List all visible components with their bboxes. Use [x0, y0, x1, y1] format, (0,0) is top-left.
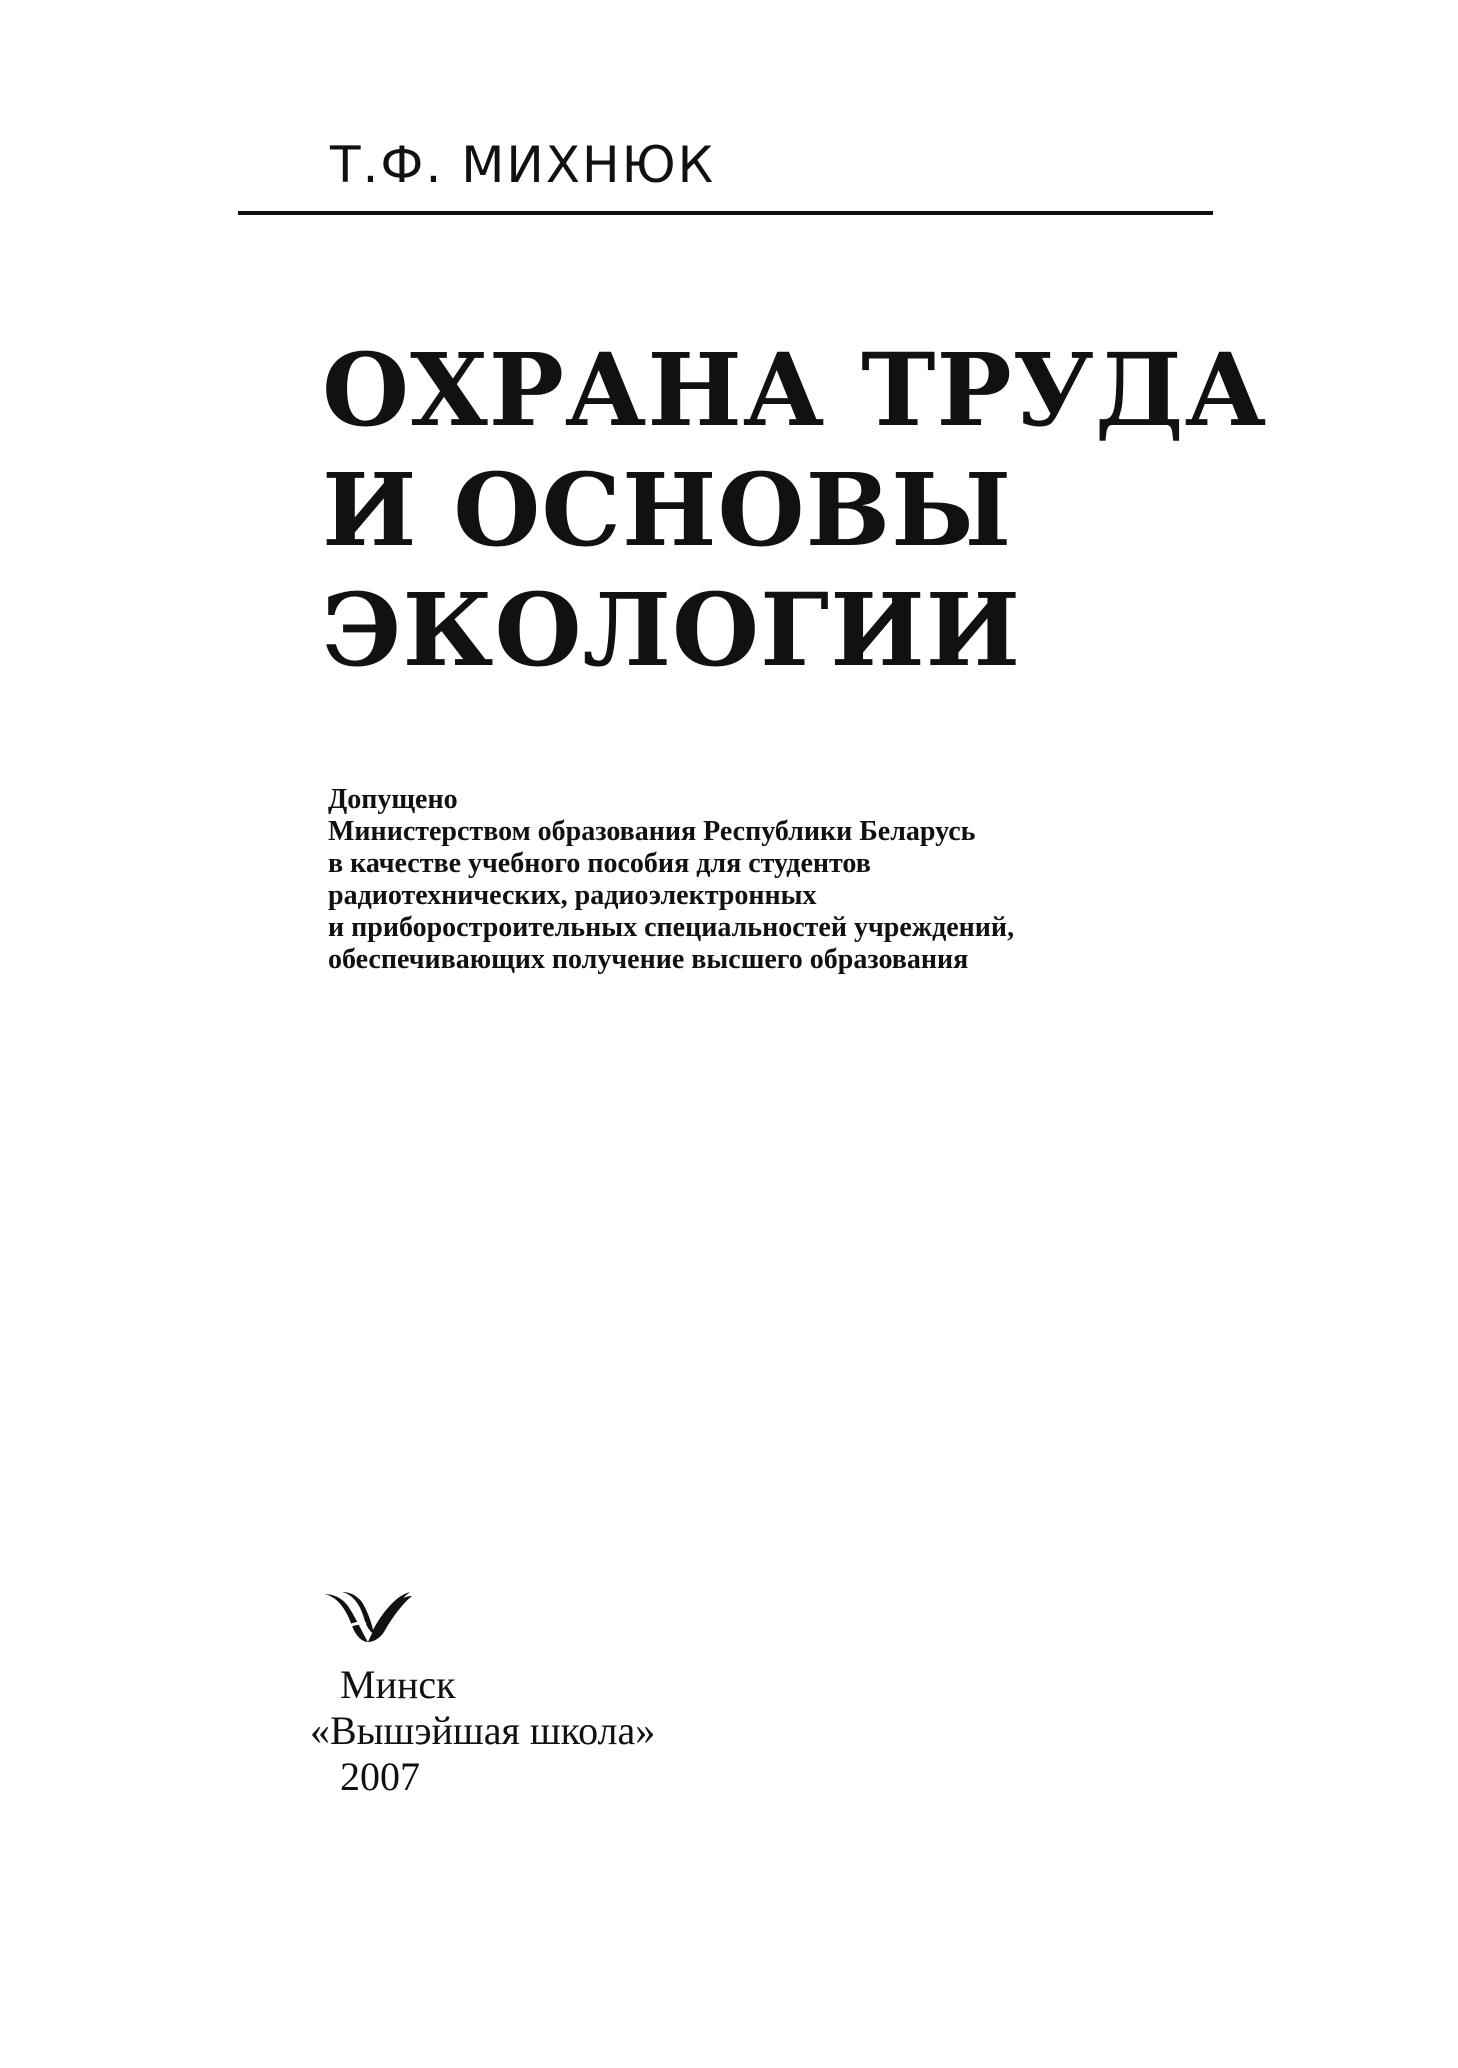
approval-line: в качестве учебного пособия для студентов	[328, 848, 871, 879]
title-line: И ОСНОВЫ	[322, 451, 1013, 569]
approval-line: радиотехнических, радиоэлектронных	[328, 880, 817, 911]
approval-line: Министерством образования Республики Беларусь	[328, 816, 976, 847]
approval-line: обеспечивающих получение высшего образования	[328, 944, 969, 975]
title-line: ОХРАНА ТРУДА	[322, 331, 1268, 449]
header-rule	[238, 211, 1213, 215]
title-line: ЭКОЛОГИИ	[322, 571, 1022, 689]
publisher-logo-icon	[322, 1588, 414, 1646]
approval-statement	[328, 784, 1014, 976]
author-name: Т.Ф. МИХНЮК	[330, 136, 716, 194]
imprint-city: Минск	[340, 1662, 456, 1707]
imprint-publisher: «Вышэйшая школа»	[310, 1708, 656, 1753]
imprint-year: 2007	[340, 1754, 420, 1799]
approval-line: Допущено	[328, 784, 458, 815]
imprint	[310, 1662, 655, 1800]
approval-line: и приборостроительных специальностей учреждений,	[328, 912, 1015, 943]
book-title	[322, 330, 1267, 690]
